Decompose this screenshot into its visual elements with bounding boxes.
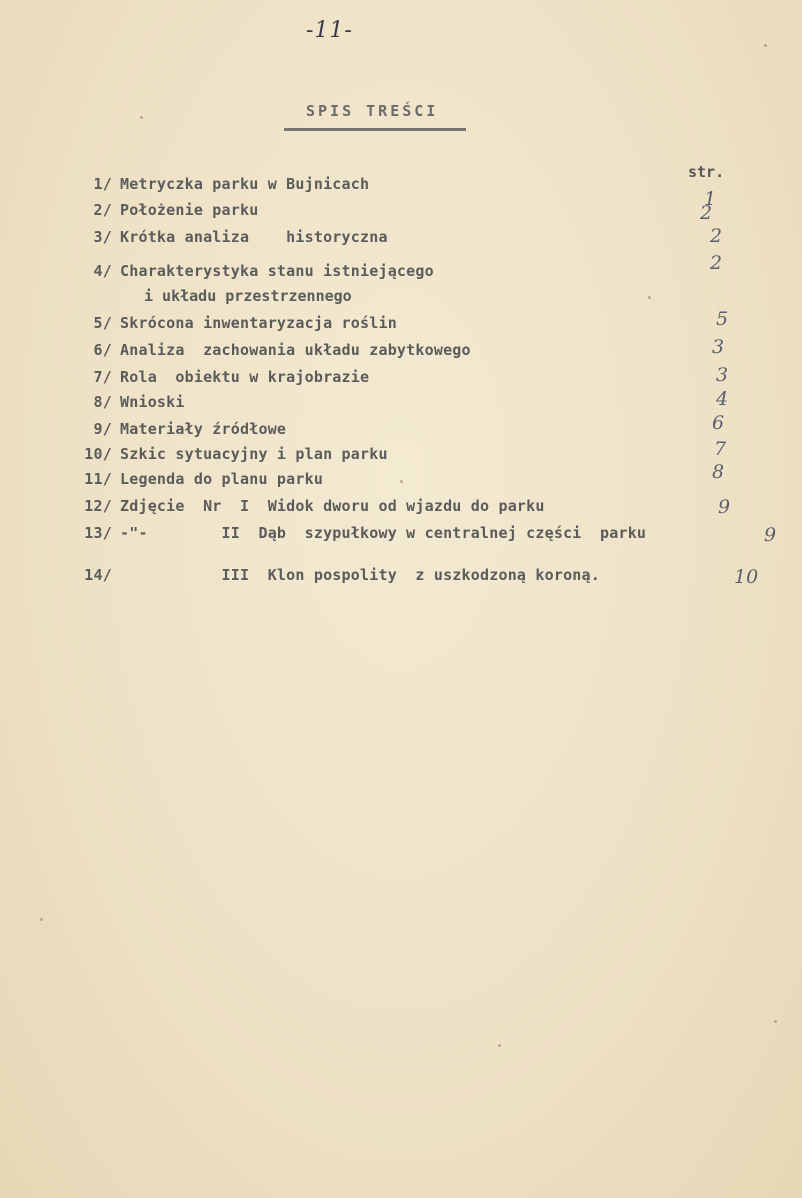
paper-speck bbox=[400, 480, 403, 483]
toc-entry-number: 14/ bbox=[84, 566, 112, 584]
title-underline bbox=[284, 128, 466, 131]
toc-entry-text: Skrócona inwentaryzacja roślin bbox=[120, 314, 397, 332]
paper-speck bbox=[648, 296, 651, 299]
toc-entry-number: 4/ bbox=[93, 262, 112, 280]
toc-entry-text: Metryczka parku w Bujnicach bbox=[120, 175, 370, 193]
toc-entry-text: Charakterystyka stanu istniejącego bbox=[120, 262, 434, 280]
toc-entry bbox=[72, 368, 369, 386]
toc-entry-page: 2 bbox=[700, 202, 713, 224]
toc-entry-page: 5 bbox=[716, 308, 729, 330]
toc-entry bbox=[72, 228, 388, 246]
toc-entry-page: 9 bbox=[764, 524, 777, 546]
paper-speck bbox=[764, 44, 767, 47]
toc-entry-number: 3/ bbox=[93, 228, 112, 246]
page-column-header: str. bbox=[688, 163, 725, 181]
toc-entry bbox=[72, 201, 258, 219]
toc-entry-number: 12/ bbox=[84, 497, 112, 515]
toc-entry-page: 4 bbox=[716, 388, 729, 410]
toc-entry-number: 8/ bbox=[93, 393, 112, 411]
toc-entry bbox=[72, 420, 286, 438]
toc-entry-text: III Klon pospolity z uszkodzoną koroną. bbox=[120, 566, 600, 584]
toc-entry-number: 7/ bbox=[93, 368, 112, 386]
toc-entry bbox=[72, 497, 545, 515]
toc-entry-text: Zdjęcie Nr I Widok dworu od wjazdu do parku bbox=[120, 497, 545, 515]
toc-entry-number: 6/ bbox=[93, 341, 112, 359]
toc-entry-number: 5/ bbox=[93, 314, 112, 332]
toc-entry-text: Wnioski bbox=[120, 393, 185, 411]
toc-entry-page: 6 bbox=[712, 412, 725, 434]
toc-entry-page: 7 bbox=[714, 438, 727, 460]
toc-entry-page: 10 bbox=[734, 566, 759, 588]
toc-entry-page: 3 bbox=[712, 336, 725, 358]
toc-entry-text: Szkic sytuacyjny i plan parku bbox=[120, 445, 388, 463]
toc-entry bbox=[72, 314, 397, 332]
toc-entry-text: -"- II Dąb szypułkowy w centralnej części parku bbox=[120, 524, 647, 542]
toc-entry-text: Krótka analiza historyczna bbox=[120, 228, 388, 246]
paper-speck bbox=[40, 918, 43, 921]
paper-speck bbox=[498, 1044, 501, 1047]
toc-entry-text-continued: i układu przestrzennego bbox=[144, 287, 352, 305]
document-title: SPIS TREŚCI bbox=[306, 102, 439, 120]
toc-entry bbox=[72, 524, 646, 542]
toc-entry bbox=[72, 393, 185, 411]
toc-entry bbox=[72, 470, 323, 488]
toc-entry-number: 10/ bbox=[84, 445, 112, 463]
toc-entry-page: 9 bbox=[718, 496, 731, 518]
toc-entry-text: Rola obiektu w krajobrazie bbox=[120, 368, 370, 386]
toc-entry-number: 1/ bbox=[93, 175, 112, 193]
toc-entry-text: Położenie parku bbox=[120, 201, 259, 219]
toc-entry bbox=[72, 175, 369, 193]
toc-entry bbox=[72, 341, 471, 359]
toc-entry-number: 13/ bbox=[84, 524, 112, 542]
toc-entry-number: 11/ bbox=[84, 470, 112, 488]
toc-entry bbox=[72, 445, 388, 463]
page-number: -11- bbox=[306, 18, 353, 43]
toc-entry-page: 1 bbox=[704, 188, 717, 210]
toc-entry-page: 3 bbox=[716, 364, 729, 386]
paper-speck bbox=[140, 116, 143, 119]
toc-entry bbox=[72, 566, 600, 584]
toc-entry-number: 9/ bbox=[93, 420, 112, 438]
toc-entry-text: Materiały źródłowe bbox=[120, 420, 287, 438]
toc-entry-page: 2 bbox=[710, 252, 723, 274]
toc-entry-text: Legenda do planu parku bbox=[120, 470, 324, 488]
toc-entry-page: 8 bbox=[712, 461, 725, 483]
paper-speck bbox=[774, 1020, 777, 1023]
toc-entry-number: 2/ bbox=[93, 201, 112, 219]
toc-entry-page: 2 bbox=[710, 225, 723, 247]
toc-entry-text: Analiza zachowania układu zabytkowego bbox=[120, 341, 471, 359]
toc-entry bbox=[72, 262, 434, 280]
